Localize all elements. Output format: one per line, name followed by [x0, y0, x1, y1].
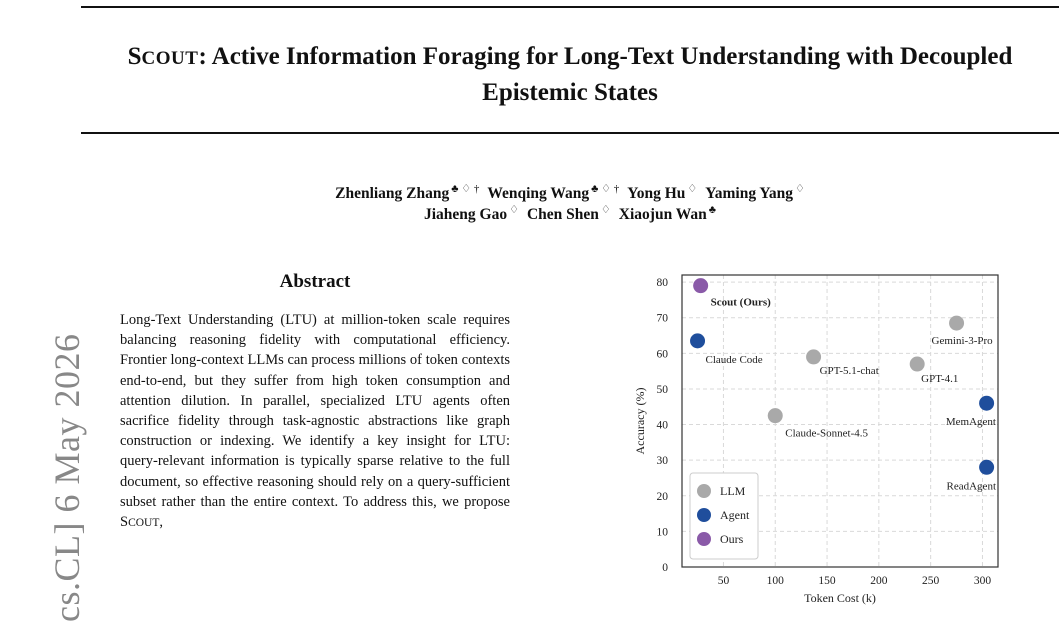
data-point: [910, 357, 925, 372]
author-name: Yaming Yang ♢: [705, 183, 805, 202]
y-tick-label: 20: [656, 490, 668, 503]
point-label: Gemini-3-Pro: [931, 335, 993, 348]
point-label: MemAgent: [945, 416, 996, 429]
y-tick-label: 80: [656, 277, 668, 290]
point-label: Claude-Sonnet-4.5: [785, 427, 869, 440]
author-name: Yong Hu ♢: [627, 183, 698, 202]
y-tick-label: 50: [656, 383, 668, 396]
paper-title: SCOUT: Active Information Foraging for Long-Text Understanding with Decoupled Epistemic States: [127, 43, 1013, 106]
x-tick-label: 300: [973, 575, 992, 587]
y-axis-label: Accuracy (%): [633, 387, 647, 455]
affiliation-marks: ♢: [687, 183, 698, 195]
y-tick-label: 30: [656, 455, 668, 468]
data-point: [979, 460, 994, 475]
author-name: Chen Shen ♢: [526, 204, 611, 223]
legend-label: Agent: [720, 508, 750, 522]
x-tick-label: 250: [922, 575, 940, 587]
data-point: [806, 349, 821, 364]
x-tick-label: 100: [766, 575, 784, 587]
x-tick-label: 50: [717, 575, 730, 587]
data-point: [949, 316, 964, 331]
point-label: ReadAgent: [946, 480, 996, 493]
affiliation-marks: ♣ ♢ †: [591, 183, 620, 195]
y-tick-label: 60: [656, 348, 668, 361]
bottom-rule: [81, 132, 1059, 134]
data-point: [690, 333, 705, 348]
point-label: GPT-4.1: [921, 373, 959, 386]
y-tick-label: 0: [662, 562, 668, 574]
author-name: Zhenliang Zhang ♣ ♢ †: [335, 183, 480, 202]
affiliation-marks: ♢: [795, 183, 805, 195]
legend-marker: [697, 508, 711, 522]
plot-legend: [690, 473, 758, 559]
point-label: GPT-5.1-chat: [819, 364, 879, 377]
x-axis-label: Token Cost (k): [804, 591, 876, 605]
y-tick-label: 10: [656, 526, 668, 539]
affiliation-marks: ♣ ♢ †: [451, 183, 480, 195]
x-tick-label: 200: [870, 575, 888, 587]
arxiv-stamp: cs.CL] 6 May 2026: [47, 333, 87, 622]
data-point: [693, 278, 708, 293]
y-tick-label: 70: [656, 312, 668, 325]
data-point: [768, 408, 783, 423]
affiliation-marks: ♣: [708, 204, 717, 216]
point-label: Scout (Ours): [710, 296, 771, 309]
y-tick-label: 40: [656, 419, 668, 432]
abstract-heading: Abstract: [279, 271, 351, 292]
point-label: Claude Code: [705, 353, 763, 366]
data-point: [979, 396, 994, 411]
authors-line-1: [81, 182, 1059, 203]
legend-marker: [697, 532, 711, 546]
author-name: Jiaheng Gao ♢: [423, 204, 519, 223]
x-tick-label: 150: [818, 575, 836, 587]
accuracy-vs-token-cost-chart: [620, 265, 1020, 610]
affiliation-marks: ♢: [509, 204, 519, 216]
legend-marker: [697, 484, 711, 498]
affiliation-marks: ♢: [600, 204, 611, 216]
top-rule: [81, 6, 1059, 8]
legend-label: Ours: [720, 532, 744, 546]
author-name: Xiaojun Wan ♣: [618, 204, 717, 223]
author-name: Wenqing Wang ♣ ♢ †: [487, 183, 620, 202]
abstract-body: Long-Text Understanding (LTU) at million-token scale requires balancing reasoning fidelity with computational efficiency. Frontier long-context LLMs can process millions of token contexts end-to-end, but they suffer from high token consumption and attention dilution. In parallel, specialized LTU agents often sacrifice fidelity through task-agnostic abstractions like graph construction or indexing. We identify a key insight for LTU: query-relevant information is typically sparse relative to the full document, so effective reasoning should rely on a query-sufficient subset rather than the entire context. To address this, we propose SCOUT,: [120, 312, 510, 531]
legend-label: LLM: [720, 484, 746, 498]
authors-line-2: [81, 203, 1059, 224]
